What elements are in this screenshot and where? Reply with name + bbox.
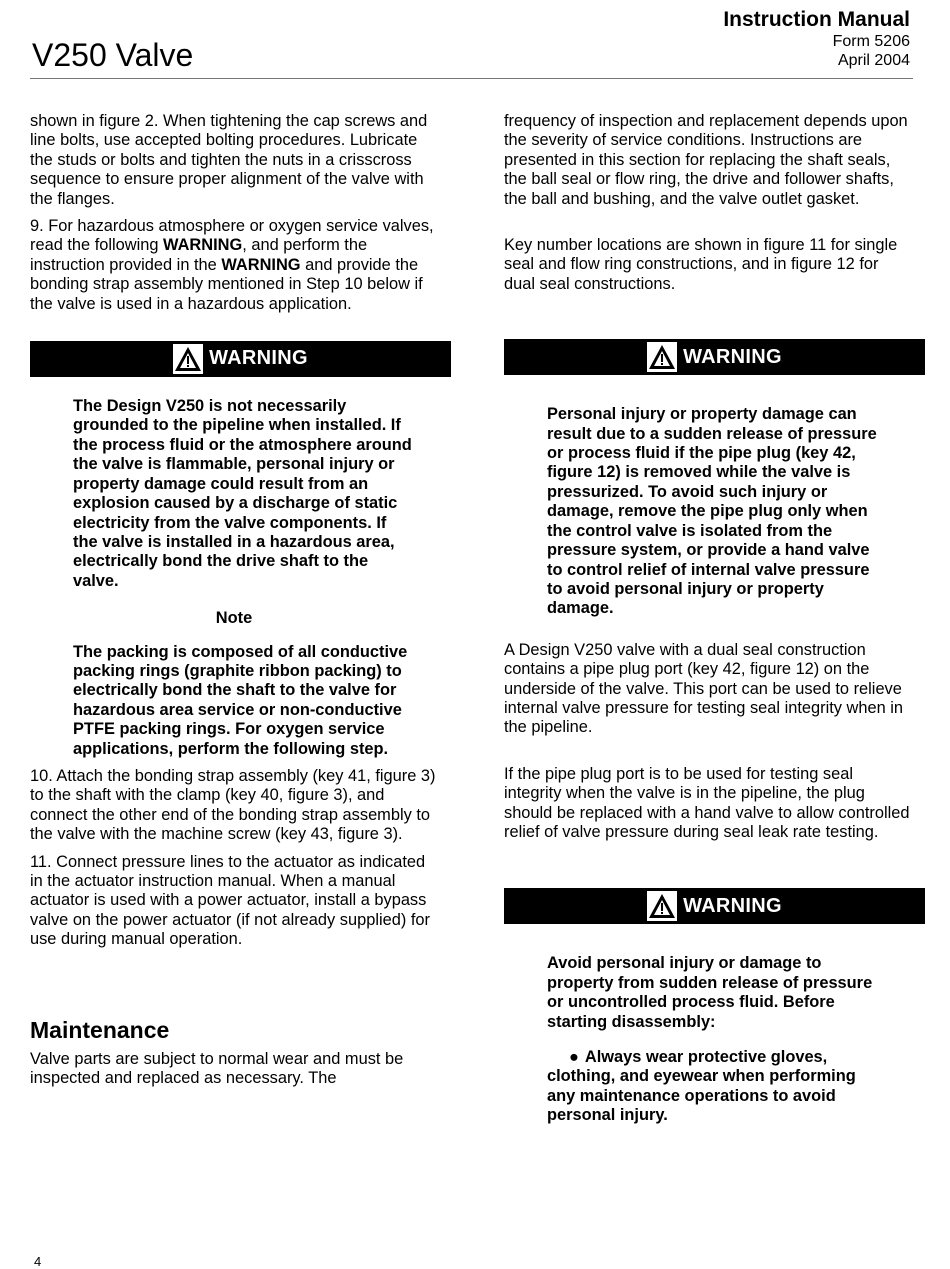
warning-triangle-icon — [647, 891, 677, 921]
bullet-protective-gear-text: Always wear protective gloves, clothing, and eyewear when performing any maintenance operations to avoid personal injury. — [547, 1048, 856, 1125]
warning-text-disassembly: Avoid personal injury or damage to property from sudden release of pressure or uncontrolled process fluid. Before starting disassembly: — [547, 954, 873, 1031]
inspection-paragraph: frequency of inspection and replacement depends upon the severity of service conditions. Instructions are presented in this section for replacing the shaft seals, the ball seal or flow ring, the drive and follower shafts, the ball and bushing, and the valve outlet gasket. — [504, 112, 908, 208]
paragraph-figure2: shown in figure 2. When tightening the cap screws and line bolts, use accepted bolting procedures. Lubricate the studs or bolts and tighten the nuts in a crisscross sequence to ensure proper alignment of the valve with the flanges. — [30, 112, 428, 208]
step-9-text-c: and provide the bonding strap assembly mentioned in Step 10 below if the valve is used in a hazardous application. — [30, 255, 423, 313]
header-divider — [30, 78, 913, 79]
note-heading: Note — [215, 609, 253, 628]
note-text-packing: The packing is composed of all conductive packing rings (graphite ribbon packing) to electrically bond the shaft to the valve for hazardous area service or non-conductive PTFE packing rings. For oxygen service applications, perform the following step. — [73, 642, 408, 758]
dual-seal-paragraph: A Design V250 valve with a dual seal construction contains a pipe plug port (key 42, figure 12) on the underside of the valve. This port can be used to relieve internal valve pressure for testing seal integrity when in the pipeline. — [504, 640, 904, 737]
key-locations-paragraph: Key number locations are shown in figure 11 for single seal and flow ring constructions, and in figure 12 for dual seal constructions. — [504, 236, 898, 293]
pipe-plug-testing-paragraph: If the pipe plug port is to be used for testing seal integrity when the valve is in the pipeline, the plug should be replaced with a hand valve to allow controlled relief of valve pressure during seal leak rate testing. — [504, 764, 910, 841]
left-column — [30, 112, 438, 1096]
warning-triangle-icon — [647, 342, 677, 372]
warning-banner-disassembly — [504, 888, 925, 924]
bullet-protective-gear — [547, 1048, 877, 1126]
form-number: Form 5206 — [832, 33, 910, 50]
right-column — [504, 112, 912, 1126]
step-9 — [30, 217, 438, 314]
warning-banner-pipe-plug — [504, 339, 925, 375]
maintenance-intro: Valve parts are subject to normal wear and must be inspected and replaced as necessary. The — [30, 1049, 404, 1088]
warning-triangle-icon — [173, 344, 203, 374]
manual-label: Instruction Manual — [723, 8, 910, 31]
warning-label: WARNING — [209, 347, 308, 370]
publish-date: April 2004 — [837, 52, 910, 69]
maintenance-heading: Maintenance — [30, 1016, 170, 1043]
header-meta — [723, 8, 910, 70]
bullet-dot: ● — [569, 1048, 579, 1066]
step-9-text-a: 9. For hazardous atmosphere or oxygen service valves, read the following — [30, 217, 434, 255]
page-title: V250 Valve — [32, 37, 194, 73]
warning-text-pipe-plug: Personal injury or property damage can result due to a sudden release of pressure or process fluid if the pipe plug (key 42, figure 12) is removed while the valve is pressurized. To avoid such injury or damage, remove the pipe plug only when the control valve is isolated from the pressure system, or provide a hand valve to control relief of internal valve pressure to avoid personal injury or property damage. — [547, 405, 877, 618]
step-9-warning-ref-2: WARNING — [221, 255, 301, 274]
warning-text-grounding: The Design V250 is not necessarily grounded to the pipeline when installed. If the process fluid or the atmosphere around the valve is flammable, personal injury or property damage could result from an explosion caused by a discharge of static electricity from the valve components. If the valve is installed in a hazardous area, electrically bond the drive shaft to the valve. — [73, 397, 412, 590]
step-10: 10. Attach the bonding strap assembly (key 41, figure 3) to the shaft with the clamp (key 40, figure 3), and connect the other end of the bonding strap assembly to the valve with the machine screw (key 43, figure 3). — [30, 766, 436, 844]
warning-label: WARNING — [683, 345, 782, 368]
page-number: 4 — [34, 1254, 42, 1269]
step-11: 11. Connect pressure lines to the actuator as indicated in the actuator instruction manual. When a manual actuator is used with a power actuator, install a bypass valve on the power actuator (if not already supplied) for use during manual operation. — [30, 852, 430, 949]
warning-label: WARNING — [683, 894, 782, 917]
warning-banner — [30, 341, 451, 377]
step-9-text-b: , and perform the instruction provided in the — [30, 236, 368, 274]
step-9-warning-ref-1: WARNING — [163, 236, 243, 255]
